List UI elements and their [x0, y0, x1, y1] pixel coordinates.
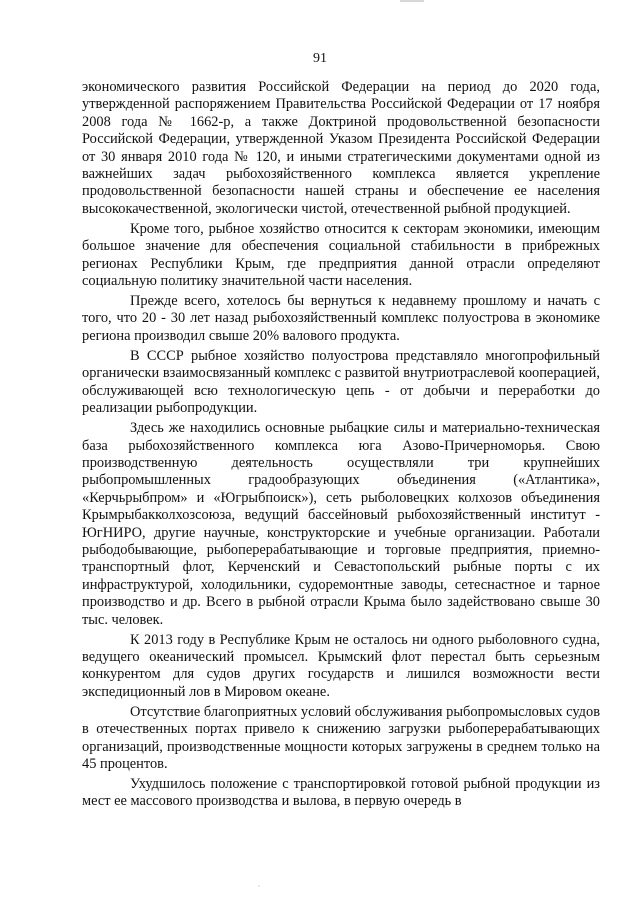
paragraph: Кроме того, рыбное хозяйство относится к секторам экономики, имеющим большое значение для обеспечения социальной стабильности в прибрежных регионах Республики Крым, где предприятия данной отрасли определяют социальную политику значительной части населения. — [82, 220, 600, 290]
paragraph: В СССР рыбное хозяйство полуострова представляло многопрофильный органически взаимосвязанный комплекс с развитой внутриотраслевой кооперацией, обслуживающей всю технологическую цепь - от добычи и переработки до реализации рыбопродукции. — [82, 347, 600, 417]
document-body — [82, 79, 600, 813]
paragraph: К 2013 году в Республике Крым не осталось ни одного рыболовного судна, ведущего океанический промысел. Крымский флот перестал быть серьезным конкурентом для судов других государств и лишился возможности вести экспедиционный лов в Мировом океане. — [82, 631, 600, 700]
paragraph: Здесь же находились основные рыбацкие силы и материально-техническая база рыбохозяйственного комплекса юга Азово-Причерноморья. Свою производственную деятельность осуществляли три крупнейших рыбопромышленных градообразующих объединения («Атлантика», «Керчьрыбпром» и «Югрыбпоиск»), сеть рыболовецких колхозов объединения Крымрыбакколхозсоюза, ведущий бассейновый рыбохозяйственный институт - ЮгНИРО, другие научные, конструкторские и учебные организации. Работали рыбодобывающие, рыбоперерабатывающие и торговые предприятия, приемно-транспортный флот, Керченский и Севастопольский рыбные порты с их инфраструктурой, холодильники, судоремонтные заводы, сетеснастное и тарное производство и др. Всего в рыбной отрасли Крыма было задействовано свыше 30 тыс. человек. — [82, 420, 600, 628]
paragraph: Прежде всего, хотелось бы вернуться к недавнему прошлому и начать с того, что 20 - 30 лет назад рыбохозяйственный комплекс полуострова в экономике региона производил свыше 20% валового продукта. — [82, 293, 600, 344]
paragraph: экономического развития Российской Федерации на период до 2020 года, утвержденной распоряжением Правительства Российской Федерации от 17 ноября 2008 года № 1662-р, а также Доктриной продовольственной безопасности Российской Федерации, утвержденной Указом Президента Российской Федерации от 30 января 2010 года № 120, и иными стратегическими документами одной из важнейших задач рыбохозяйственного комплекса является укрепление продовольственной безопасности нашей страны и обеспечение ее населения высококачественной, экологически чистой, отечественной рыбной продукцией. — [82, 79, 600, 217]
scan-artifact — [400, 0, 424, 2]
paragraph: Ухудшилось положение с транспортировкой готовой рыбной продукции из мест ее массового производства и вылова, в первую очередь в — [82, 776, 600, 810]
page-number: 91 — [313, 51, 327, 66]
scan-artifact — [258, 885, 260, 887]
paragraph: Отсутствие благоприятных условий обслуживания рыбопромысловых судов в отечественных портах привело к снижению загрузки рыбоперерабатывающих организаций, производственные мощности которых загружены в среднем только на 45 процентов. — [82, 703, 600, 772]
